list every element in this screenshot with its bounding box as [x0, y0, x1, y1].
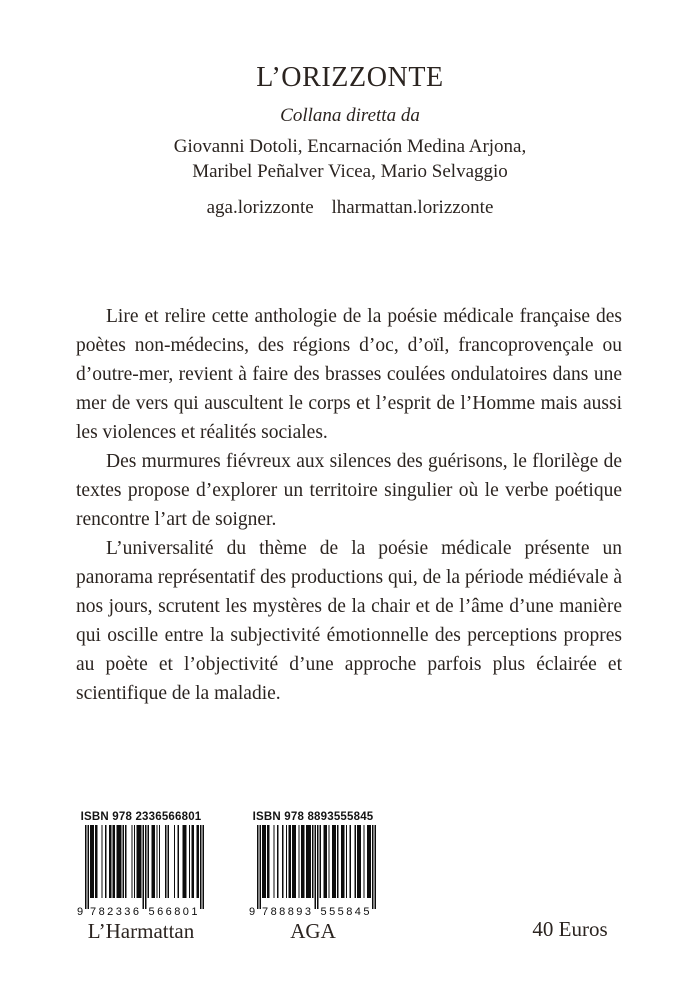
blurb-paragraph-1: Lire et relire cette anthologie de la poésie médicale française des poètes non-médecins, des régions d’oc, d’oïl, francoprovençale ou d’outre-mer, revient à faire des brasses coulées ondulatoires dans une mer de vers qui auscultent le corps et l’esprit de l’Homme mais aussi les violences et réalités sociales.	[76, 306, 622, 443]
publisher-label: AGA	[290, 919, 336, 943]
back-cover-blurb	[76, 302, 622, 708]
blurb-paragraph-3: L’universalité du thème de la poésie médicale présente un panorama représentatif des productions qui, de la période médiévale à nos jours, scrutent les mystères de la chair et de l’âme d’une manière qui oscille entre la subjectivité émotionnelle des perceptions propres au poète et l’objectivité d’une approche parfois plus éclairée et scientifique de la maladie.	[76, 538, 622, 704]
ean13-barcode	[76, 825, 206, 917]
svg-text:566801: 566801	[148, 906, 198, 917]
isbn-label: ISBN 978 2336566801	[80, 811, 202, 823]
svg-text:9: 9	[249, 906, 256, 917]
series-directors	[0, 134, 700, 184]
svg-text:555845: 555845	[320, 906, 370, 917]
price: 40 Euros	[532, 917, 608, 941]
site-lharmattan: lharmattan.lorizzonte	[331, 197, 494, 218]
publisher-label: L’Harmattan	[87, 919, 195, 943]
barcode-block-lharmattan	[76, 811, 206, 944]
site-aga: aga.lorizzonte	[206, 197, 314, 218]
directors-line-2: Maribel Peñalver Vicea, Mario Selvaggio	[192, 161, 508, 182]
svg-text:782336: 782336	[90, 906, 139, 917]
series-title: L’ORIZZONTE	[256, 62, 444, 93]
svg-text:788893: 788893	[262, 906, 311, 917]
isbn-label: ISBN 978 8893555845	[252, 811, 374, 823]
svg-text:9: 9	[77, 906, 84, 917]
ean13-barcode	[248, 825, 378, 917]
series-websites	[0, 197, 700, 219]
blurb-paragraph-2: Des murmures fiévreux aux silences des guérisons, le florilège de textes propose d’explorer un territoire singulier où le verbe poétique rencontre l’art de soigner.	[76, 451, 622, 530]
barcode-block-aga	[248, 811, 378, 944]
series-note: Collana diretta da	[280, 105, 420, 126]
directors-line-1: Giovanni Dotoli, Encarnación Medina Arjona,	[173, 136, 527, 157]
series-header	[0, 0, 700, 219]
